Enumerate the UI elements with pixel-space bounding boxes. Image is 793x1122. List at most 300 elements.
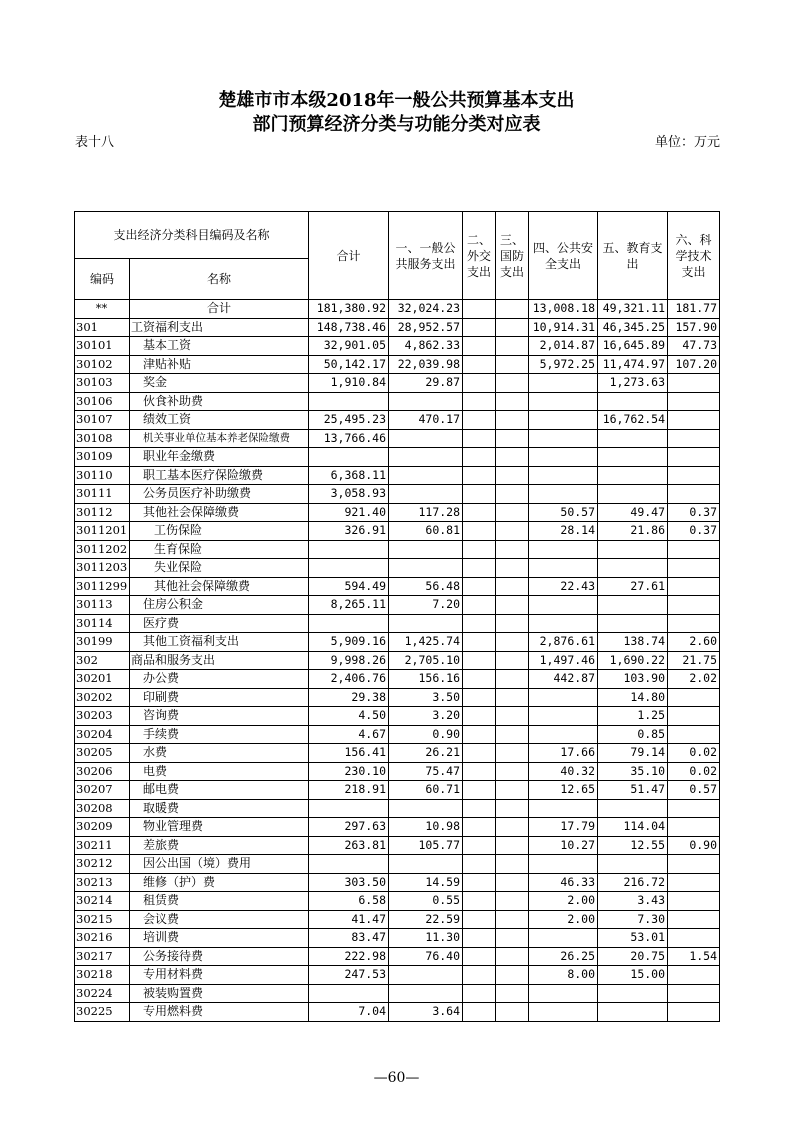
cell-c4: 26.25 bbox=[529, 947, 598, 966]
cell-total: 7.04 bbox=[309, 1003, 389, 1022]
cell-c5: 49,321.11 bbox=[598, 300, 668, 319]
table-row bbox=[75, 744, 720, 763]
row-name: 会议费 bbox=[130, 910, 309, 929]
row-code: 30199 bbox=[75, 633, 130, 652]
row-code: 30112 bbox=[75, 503, 130, 522]
cell-total: 5,909.16 bbox=[309, 633, 389, 652]
cell-c1: 117.28 bbox=[389, 503, 463, 522]
cell-c2 bbox=[463, 651, 496, 670]
header-foreign-affairs: 二、外交支出 bbox=[463, 212, 496, 300]
row-code: 30111 bbox=[75, 485, 130, 504]
cell-c2 bbox=[463, 466, 496, 485]
cell-c3 bbox=[496, 596, 529, 615]
header-education: 五、教育支出 bbox=[598, 212, 668, 300]
cell-total: 83.47 bbox=[309, 929, 389, 948]
row-name: 印刷费 bbox=[130, 688, 309, 707]
header-total: 合计 bbox=[309, 212, 389, 300]
table-row bbox=[75, 318, 720, 337]
header-code: 编码 bbox=[75, 259, 130, 300]
cell-c6 bbox=[668, 818, 720, 837]
cell-c5 bbox=[598, 466, 668, 485]
cell-total: 181,380.92 bbox=[309, 300, 389, 319]
row-name: 住房公积金 bbox=[130, 596, 309, 615]
cell-c1: 22.59 bbox=[389, 910, 463, 929]
table-row bbox=[75, 762, 720, 781]
cell-total: 25,495.23 bbox=[309, 411, 389, 430]
cell-c4: 17.79 bbox=[529, 818, 598, 837]
cell-c2 bbox=[463, 781, 496, 800]
cell-c4 bbox=[529, 596, 598, 615]
table-row bbox=[75, 892, 720, 911]
cell-c3 bbox=[496, 762, 529, 781]
cell-total: 222.98 bbox=[309, 947, 389, 966]
cell-c6 bbox=[668, 577, 720, 596]
page-title: 楚雄市市本级2018年一般公共预算基本支出 bbox=[218, 90, 575, 111]
cell-c1 bbox=[389, 984, 463, 1003]
cell-c6: 21.75 bbox=[668, 651, 720, 670]
cell-c1: 32,024.23 bbox=[389, 300, 463, 319]
cell-c6 bbox=[668, 707, 720, 726]
cell-c3 bbox=[496, 781, 529, 800]
cell-total: 303.50 bbox=[309, 873, 389, 892]
cell-c6 bbox=[668, 892, 720, 911]
cell-c4 bbox=[529, 614, 598, 633]
cell-c1: 76.40 bbox=[389, 947, 463, 966]
row-name: 失业保险 bbox=[130, 559, 309, 578]
table-row bbox=[75, 633, 720, 652]
header-general-public-services: 一、一般公共服务支出 bbox=[389, 212, 463, 300]
cell-total: 148,738.46 bbox=[309, 318, 389, 337]
cell-c6 bbox=[668, 540, 720, 559]
cell-c3 bbox=[496, 910, 529, 929]
cell-c1 bbox=[389, 855, 463, 874]
table-row bbox=[75, 596, 720, 615]
table-row bbox=[75, 540, 720, 559]
cell-c2 bbox=[463, 633, 496, 652]
row-code: 30212 bbox=[75, 855, 130, 874]
row-name: 公务接待费 bbox=[130, 947, 309, 966]
cell-c5: 7.30 bbox=[598, 910, 668, 929]
cell-total: 1,910.84 bbox=[309, 374, 389, 393]
cell-c2 bbox=[463, 836, 496, 855]
row-code: 30108 bbox=[75, 429, 130, 448]
cell-c6 bbox=[668, 873, 720, 892]
table-row bbox=[75, 466, 720, 485]
table-row bbox=[75, 485, 720, 504]
budget-table bbox=[74, 211, 720, 1022]
table-row bbox=[75, 670, 720, 689]
cell-total: 2,406.76 bbox=[309, 670, 389, 689]
cell-c5 bbox=[598, 1003, 668, 1022]
table-row bbox=[75, 966, 720, 985]
cell-c6 bbox=[668, 688, 720, 707]
cell-c6 bbox=[668, 725, 720, 744]
cell-c3 bbox=[496, 318, 529, 337]
cell-c6: 1.54 bbox=[668, 947, 720, 966]
cell-c6: 107.20 bbox=[668, 355, 720, 374]
cell-c5 bbox=[598, 540, 668, 559]
cell-c5: 12.55 bbox=[598, 836, 668, 855]
unit-label: 单位：万元 bbox=[654, 135, 720, 150]
row-name: 邮电费 bbox=[130, 781, 309, 800]
cell-c4: 8.00 bbox=[529, 966, 598, 985]
cell-c6: 0.37 bbox=[668, 522, 720, 541]
cell-c6 bbox=[668, 374, 720, 393]
cell-c4: 2,014.87 bbox=[529, 337, 598, 356]
cell-c4: 28.14 bbox=[529, 522, 598, 541]
cell-c6: 0.02 bbox=[668, 744, 720, 763]
cell-total: 230.10 bbox=[309, 762, 389, 781]
header-science-technology: 六、科学技术支出 bbox=[668, 212, 720, 300]
cell-c6 bbox=[668, 596, 720, 615]
cell-c1 bbox=[389, 392, 463, 411]
cell-c5 bbox=[598, 485, 668, 504]
cell-c4: 10,914.31 bbox=[529, 318, 598, 337]
cell-c6: 0.02 bbox=[668, 762, 720, 781]
cell-total: 156.41 bbox=[309, 744, 389, 763]
cell-c5: 1,690.22 bbox=[598, 651, 668, 670]
row-code: 3011299 bbox=[75, 577, 130, 596]
table-row bbox=[75, 799, 720, 818]
row-code: 30213 bbox=[75, 873, 130, 892]
cell-total: 6.58 bbox=[309, 892, 389, 911]
cell-c1: 14.59 bbox=[389, 873, 463, 892]
table-row bbox=[75, 300, 720, 319]
cell-total: 9,998.26 bbox=[309, 651, 389, 670]
cell-total: 32,901.05 bbox=[309, 337, 389, 356]
cell-c4 bbox=[529, 374, 598, 393]
cell-c5: 49.47 bbox=[598, 503, 668, 522]
row-code: 30102 bbox=[75, 355, 130, 374]
cell-c2 bbox=[463, 577, 496, 596]
row-name: 工资福利支出 bbox=[130, 318, 309, 337]
cell-c5 bbox=[598, 799, 668, 818]
cell-c1 bbox=[389, 540, 463, 559]
cell-c2 bbox=[463, 855, 496, 874]
cell-c1: 29.87 bbox=[389, 374, 463, 393]
cell-c1: 3.64 bbox=[389, 1003, 463, 1022]
cell-c1: 10.98 bbox=[389, 818, 463, 837]
cell-c2 bbox=[463, 799, 496, 818]
table-row bbox=[75, 355, 720, 374]
cell-c6: 181.77 bbox=[668, 300, 720, 319]
cell-c5: 3.43 bbox=[598, 892, 668, 911]
cell-c3 bbox=[496, 540, 529, 559]
cell-c4: 10.27 bbox=[529, 836, 598, 855]
cell-c2 bbox=[463, 929, 496, 948]
cell-c2 bbox=[463, 355, 496, 374]
header-national-defense: 三、国防支出 bbox=[496, 212, 529, 300]
cell-c5: 15.00 bbox=[598, 966, 668, 985]
cell-c4: 17.66 bbox=[529, 744, 598, 763]
row-name: 差旅费 bbox=[130, 836, 309, 855]
cell-c5: 1.25 bbox=[598, 707, 668, 726]
header-public-security: 四、公共安全支出 bbox=[529, 212, 598, 300]
cell-c6 bbox=[668, 966, 720, 985]
cell-c3 bbox=[496, 466, 529, 485]
row-code: 30205 bbox=[75, 744, 130, 763]
row-name: 取暖费 bbox=[130, 799, 309, 818]
cell-c5 bbox=[598, 429, 668, 448]
row-code: 30114 bbox=[75, 614, 130, 633]
cell-c3 bbox=[496, 522, 529, 541]
cell-c4: 2.00 bbox=[529, 892, 598, 911]
row-code: 30216 bbox=[75, 929, 130, 948]
cell-c1: 7.20 bbox=[389, 596, 463, 615]
cell-c1: 75.47 bbox=[389, 762, 463, 781]
cell-c2 bbox=[463, 411, 496, 430]
cell-c3 bbox=[496, 836, 529, 855]
cell-c6 bbox=[668, 392, 720, 411]
cell-c5: 16,762.54 bbox=[598, 411, 668, 430]
cell-c4: 46.33 bbox=[529, 873, 598, 892]
cell-c3 bbox=[496, 429, 529, 448]
row-code: 30224 bbox=[75, 984, 130, 1003]
row-code: 30103 bbox=[75, 374, 130, 393]
cell-c5 bbox=[598, 596, 668, 615]
cell-c6: 157.90 bbox=[668, 318, 720, 337]
cell-c4 bbox=[529, 799, 598, 818]
cell-total: 4.50 bbox=[309, 707, 389, 726]
cell-total: 921.40 bbox=[309, 503, 389, 522]
cell-c6 bbox=[668, 799, 720, 818]
cell-c6 bbox=[668, 466, 720, 485]
cell-c4 bbox=[529, 929, 598, 948]
table-number: 表十八 bbox=[75, 135, 115, 150]
cell-c3 bbox=[496, 892, 529, 911]
cell-c3 bbox=[496, 744, 529, 763]
table-row bbox=[75, 725, 720, 744]
cell-total bbox=[309, 540, 389, 559]
cell-c4 bbox=[529, 485, 598, 504]
cell-c6 bbox=[668, 559, 720, 578]
cell-c1: 26.21 bbox=[389, 744, 463, 763]
cell-total bbox=[309, 392, 389, 411]
cell-total: 29.38 bbox=[309, 688, 389, 707]
row-code: 30107 bbox=[75, 411, 130, 430]
cell-c5: 79.14 bbox=[598, 744, 668, 763]
cell-c5: 46,345.25 bbox=[598, 318, 668, 337]
row-code: 30203 bbox=[75, 707, 130, 726]
table-row bbox=[75, 984, 720, 1003]
cell-c5: 16,645.89 bbox=[598, 337, 668, 356]
cell-total: 4.67 bbox=[309, 725, 389, 744]
cell-c2 bbox=[463, 818, 496, 837]
cell-c2 bbox=[463, 596, 496, 615]
cell-c4 bbox=[529, 725, 598, 744]
cell-c4: 13,008.18 bbox=[529, 300, 598, 319]
cell-total bbox=[309, 799, 389, 818]
table-row bbox=[75, 429, 720, 448]
cell-c3 bbox=[496, 966, 529, 985]
row-name: 因公出国（境）费用 bbox=[130, 855, 309, 874]
row-code: 30225 bbox=[75, 1003, 130, 1022]
header-econ-group: 支出经济分类科目编码及名称 bbox=[75, 212, 309, 259]
cell-c5: 216.72 bbox=[598, 873, 668, 892]
row-code: 30218 bbox=[75, 966, 130, 985]
table-row bbox=[75, 411, 720, 430]
row-code: 30109 bbox=[75, 448, 130, 467]
cell-total: 13,766.46 bbox=[309, 429, 389, 448]
cell-c6: 0.90 bbox=[668, 836, 720, 855]
table-row bbox=[75, 522, 720, 541]
cell-c3 bbox=[496, 799, 529, 818]
cell-c1: 0.90 bbox=[389, 725, 463, 744]
table-row bbox=[75, 929, 720, 948]
row-code: 30215 bbox=[75, 910, 130, 929]
cell-c1: 156.16 bbox=[389, 670, 463, 689]
cell-c6 bbox=[668, 614, 720, 633]
row-code: 302 bbox=[75, 651, 130, 670]
cell-c1: 28,952.57 bbox=[389, 318, 463, 337]
row-name: 咨询费 bbox=[130, 707, 309, 726]
cell-c3 bbox=[496, 873, 529, 892]
cell-c3 bbox=[496, 688, 529, 707]
row-code: 301 bbox=[75, 318, 130, 337]
cell-c4 bbox=[529, 688, 598, 707]
row-name: 维修（护）费 bbox=[130, 873, 309, 892]
cell-c1: 2,705.10 bbox=[389, 651, 463, 670]
cell-c2 bbox=[463, 892, 496, 911]
cell-c1: 22,039.98 bbox=[389, 355, 463, 374]
cell-c5: 20.75 bbox=[598, 947, 668, 966]
cell-c3 bbox=[496, 651, 529, 670]
page-number: —60— bbox=[373, 1070, 420, 1086]
cell-c3 bbox=[496, 374, 529, 393]
cell-total: 297.63 bbox=[309, 818, 389, 837]
cell-c5: 11,474.97 bbox=[598, 355, 668, 374]
cell-c4 bbox=[529, 448, 598, 467]
cell-c2 bbox=[463, 485, 496, 504]
table-row bbox=[75, 614, 720, 633]
table-row bbox=[75, 855, 720, 874]
row-name: 专用燃料费 bbox=[130, 1003, 309, 1022]
cell-c1: 1,425.74 bbox=[389, 633, 463, 652]
cell-c3 bbox=[496, 300, 529, 319]
cell-c3 bbox=[496, 947, 529, 966]
table-row bbox=[75, 651, 720, 670]
cell-c5 bbox=[598, 559, 668, 578]
cell-c3 bbox=[496, 670, 529, 689]
row-code: 30113 bbox=[75, 596, 130, 615]
cell-c4: 2.00 bbox=[529, 910, 598, 929]
row-code: 30110 bbox=[75, 466, 130, 485]
cell-c5: 138.74 bbox=[598, 633, 668, 652]
cell-c4: 22.43 bbox=[529, 577, 598, 596]
table-row bbox=[75, 781, 720, 800]
cell-c1: 3.20 bbox=[389, 707, 463, 726]
row-code: 3011202 bbox=[75, 540, 130, 559]
row-code: 30207 bbox=[75, 781, 130, 800]
table-row bbox=[75, 337, 720, 356]
cell-c2 bbox=[463, 337, 496, 356]
cell-c6: 2.60 bbox=[668, 633, 720, 652]
cell-c4 bbox=[529, 1003, 598, 1022]
table-row bbox=[75, 577, 720, 596]
row-name: 培训费 bbox=[130, 929, 309, 948]
header-name: 名称 bbox=[130, 259, 309, 300]
row-name: 其他社会保障缴费 bbox=[130, 577, 309, 596]
row-name: 其他工资福利支出 bbox=[130, 633, 309, 652]
cell-total bbox=[309, 984, 389, 1003]
row-name: 水费 bbox=[130, 744, 309, 763]
cell-c2 bbox=[463, 984, 496, 1003]
cell-c1 bbox=[389, 614, 463, 633]
cell-c3 bbox=[496, 855, 529, 874]
cell-c2 bbox=[463, 744, 496, 763]
cell-c2 bbox=[463, 559, 496, 578]
row-name: 合计 bbox=[130, 300, 309, 319]
cell-c3 bbox=[496, 929, 529, 948]
cell-total bbox=[309, 559, 389, 578]
cell-c6 bbox=[668, 1003, 720, 1022]
cell-c3 bbox=[496, 633, 529, 652]
cell-c5 bbox=[598, 392, 668, 411]
row-code: 30106 bbox=[75, 392, 130, 411]
table-row bbox=[75, 818, 720, 837]
cell-c5: 53.01 bbox=[598, 929, 668, 948]
table-row bbox=[75, 707, 720, 726]
row-code: 30101 bbox=[75, 337, 130, 356]
cell-c6: 0.37 bbox=[668, 503, 720, 522]
cell-c1 bbox=[389, 485, 463, 504]
cell-c3 bbox=[496, 355, 529, 374]
cell-c2 bbox=[463, 300, 496, 319]
cell-c6 bbox=[668, 910, 720, 929]
cell-c2 bbox=[463, 725, 496, 744]
cell-c2 bbox=[463, 448, 496, 467]
cell-c1: 60.71 bbox=[389, 781, 463, 800]
row-code: 30202 bbox=[75, 688, 130, 707]
cell-c2 bbox=[463, 670, 496, 689]
cell-c3 bbox=[496, 984, 529, 1003]
cell-c4 bbox=[529, 559, 598, 578]
cell-c2 bbox=[463, 374, 496, 393]
cell-c4 bbox=[529, 466, 598, 485]
table-body bbox=[75, 300, 720, 1022]
cell-c3 bbox=[496, 725, 529, 744]
row-name: 伙食补助费 bbox=[130, 392, 309, 411]
row-name: 其他社会保障缴费 bbox=[130, 503, 309, 522]
cell-c1: 60.81 bbox=[389, 522, 463, 541]
cell-c6 bbox=[668, 448, 720, 467]
cell-c1 bbox=[389, 429, 463, 448]
cell-c3 bbox=[496, 818, 529, 837]
row-code: 30217 bbox=[75, 947, 130, 966]
row-name: 基本工资 bbox=[130, 337, 309, 356]
cell-c6 bbox=[668, 429, 720, 448]
page-subtitle: 部门预算经济分类与功能分类对应表 bbox=[252, 114, 541, 135]
cell-total: 6,368.11 bbox=[309, 466, 389, 485]
row-name: 奖金 bbox=[130, 374, 309, 393]
cell-c3 bbox=[496, 559, 529, 578]
cell-c4: 2,876.61 bbox=[529, 633, 598, 652]
cell-c2 bbox=[463, 966, 496, 985]
table-row bbox=[75, 947, 720, 966]
cell-c5: 14.80 bbox=[598, 688, 668, 707]
row-name: 津贴补贴 bbox=[130, 355, 309, 374]
row-name: 机关事业单位基本养老保险缴费 bbox=[130, 429, 309, 448]
cell-c1: 11.30 bbox=[389, 929, 463, 948]
cell-c6: 2.02 bbox=[668, 670, 720, 689]
cell-c4 bbox=[529, 855, 598, 874]
cell-c1: 3.50 bbox=[389, 688, 463, 707]
cell-c1 bbox=[389, 966, 463, 985]
cell-c5: 21.86 bbox=[598, 522, 668, 541]
row-name: 物业管理费 bbox=[130, 818, 309, 837]
cell-c1: 105.77 bbox=[389, 836, 463, 855]
cell-c2 bbox=[463, 762, 496, 781]
